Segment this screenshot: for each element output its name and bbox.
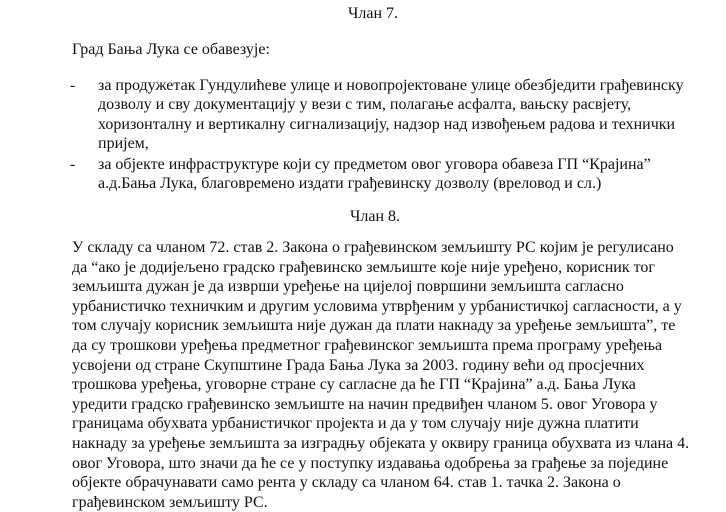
- paragraph-line: да “ако је додијељено градско грађевинско земљиште које није уређено, корисник тог: [72, 258, 655, 276]
- article-7-heading: Члан 7.: [347, 5, 399, 22]
- list-item-line: хоризонталну и вертикалну сигнализацију, надзор над извођењем радова и технички: [98, 115, 676, 133]
- article-7-intro: Град Бања Лука се обавезује:: [72, 41, 270, 58]
- paragraph-line: грађевинском земљишту РС.: [72, 493, 268, 511]
- paragraph-line: накнаду за уређење земљишта за изградњу објеката у оквиру граница обухвата из члана 4.: [72, 434, 690, 452]
- list-item-line: пријем,: [98, 135, 149, 153]
- list-item: [70, 155, 710, 194]
- obligations-list: [70, 76, 710, 193]
- list-item-line: а.д.Бања Лука, благовремено издати грађевинску дозволу (вреловод и сл.): [98, 175, 602, 193]
- list-item-line: за продужетак Гундулићеве улице и новопројектоване улице обезбједити грађевинску: [98, 77, 684, 94]
- dash-bullet: -: [70, 77, 76, 94]
- paragraph-line: том случају корисник земљишта није дужан да плати накнаду за уређење земљишта”, те: [72, 317, 676, 335]
- list-item-line: за објекте инфраструктуре који су предметом овог уговора обавеза ГП “Крајина”: [98, 155, 651, 173]
- article-8-heading: Члан 8.: [349, 208, 401, 225]
- paragraph-line: трошкова уређења, уговорне стране су сагласне да ће ГП “Крајина” а.д. Бања Лука: [72, 376, 636, 394]
- paragraph-line: да су трошкови уређења предметног грађевинског земљишта према програму уређења: [72, 336, 663, 354]
- paragraph-line: објекте обрачунавати само рента у складу са чланом 64. став 1. тачка 2. Закона о: [72, 474, 621, 492]
- paragraph-line: усвојени од стране Скупштине Града Бања Лука за 2003. годину већи од просјечних: [72, 356, 645, 374]
- paragraph-line: урбанистичко техничким и другим условима утврђеним у урбанистичкој сагласности, а у: [72, 297, 682, 315]
- paragraph-line: уредити градско грађевинско земљиште на начин предвиђен чланом 5. овог Уговора у: [72, 395, 658, 413]
- article-8-paragraph: [72, 238, 708, 512]
- list-item: [70, 76, 710, 154]
- paragraph-line: границама обухвата урбанистичког пројекта и да у том случају није дужна платити: [72, 415, 639, 433]
- paragraph-line: У складу са чланом 72. став 2. Закона о грађевинском земљишту РС којим је регулисано: [72, 239, 674, 256]
- paragraph-line: овог Уговора, што значи да ће се у поступку издавања одобрења за грађење за поједине: [72, 454, 669, 472]
- paragraph-line: земљишта дужан је да изврши уређење на цијелој површини земљишта сагласно: [72, 278, 624, 296]
- list-item-line: дозволу и сву документацију у вези с тим, полагање асфалта, вањску расвјету,: [98, 96, 632, 114]
- dash-bullet: -: [70, 155, 76, 173]
